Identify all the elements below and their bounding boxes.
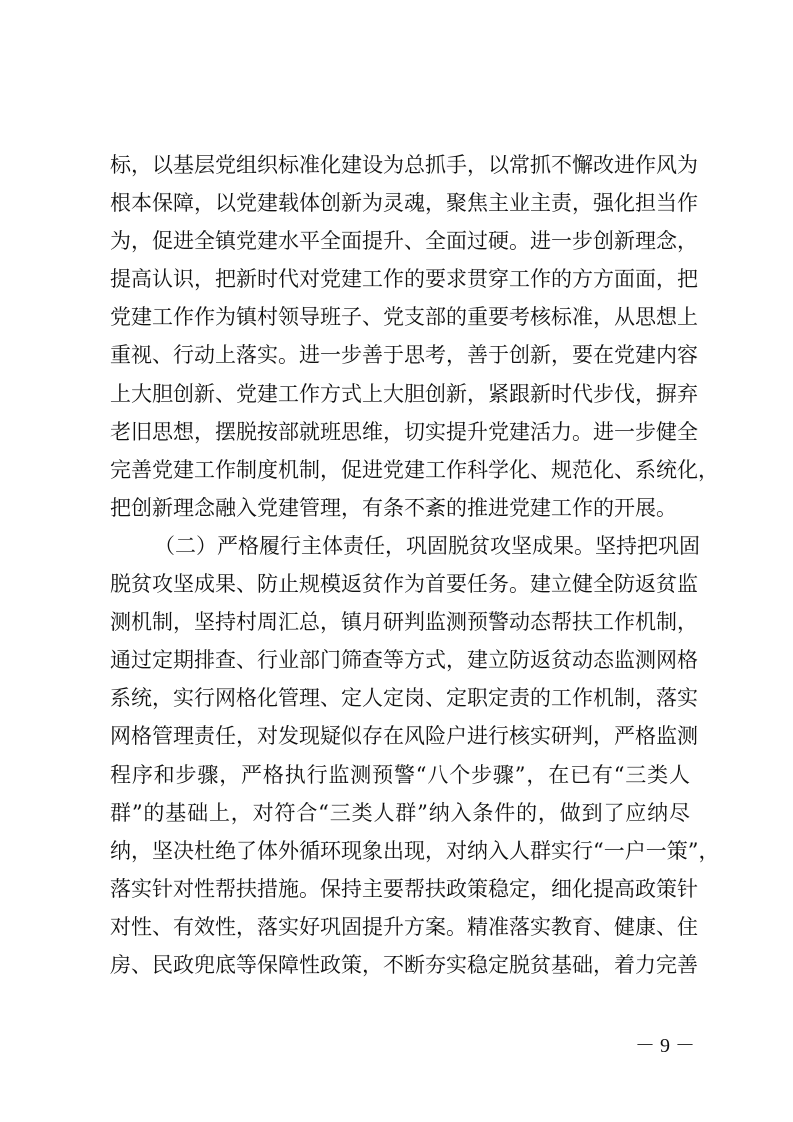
text-line: 脱贫攻坚成果、防止规模返贫作为首要任务。建立健全防返贫监	[110, 572, 698, 597]
text-line: 标，以基层党组织标准化建设为总抓手，以常抓不懈改进作风为	[110, 153, 698, 177]
page-number: － 9 －	[635, 1035, 695, 1057]
text-line: 网格管理责任，对发现疑似存在风险户进行核实研判，严格监测	[110, 724, 698, 749]
text-line: 根本保障，以党建载体创新为灵魂，聚焦主业主责，强化担当作	[110, 191, 698, 216]
body-text	[110, 146, 720, 984]
text-line: 上大胆创新、党建工作方式上大胆创新，紧跟新时代步伐，摒弃	[110, 381, 698, 406]
text-line: 提高认识，把新时代对党建工作的要求贯穿工作的方方面面，把	[110, 267, 698, 292]
text-line: 通过定期排查、行业部门筛查等方式，建立防返贫动态监测网格	[110, 648, 698, 673]
text-line: 落实针对性帮扶措施。保持主要帮扶政策稳定，细化提高政策针	[110, 876, 698, 901]
text-line: 完善党建工作制度机制，促进党建工作科学化、规范化、系统化，	[110, 457, 719, 482]
text-line: 为，促进全镇党建水平全面提升、全面过硬。进一步创新理念，	[110, 229, 698, 254]
text-line: 党建工作作为镇村领导班子、党支部的重要考核标准，从思想上	[110, 305, 698, 330]
section-heading-line: （二）严格履行主体责任，巩固脱贫攻坚成果。坚持把巩固	[154, 533, 700, 558]
text-line: 对性、有效性，落实好巩固提升方案。精准落实教育、健康、住	[110, 914, 698, 939]
text-line: 系统，实行网格化管理、定人定岗、定职定责的工作机制，落实	[110, 686, 698, 711]
text-line: 测机制，坚持村周汇总，镇月研判监测预警动态帮扶工作机制，	[110, 610, 698, 635]
text-line: 程序和步骤，严格执行监测预警“八个步骤”，在已有“三类人	[110, 762, 690, 787]
text-line: 群”的基础上，对符合“三类人群”纳入条件的，做到了应纳尽	[110, 800, 690, 825]
text-line: 纳，坚决杜绝了体外循环现象出现，对纳入人群实行“一户一策”，	[110, 838, 720, 863]
text-line: 重视、行动上落实。进一步善于思考，善于创新，要在党建内容	[110, 343, 698, 368]
text-line: 老旧思想，摆脱按部就班思维，切实提升党建活力。进一步健全	[110, 419, 698, 444]
text-line: 房、民政兜底等保障性政策，不断夯实稳定脱贫基础，着力完善	[110, 952, 698, 977]
text-line: 把创新理念融入党建管理，有条不紊的推进党建工作的开展。	[110, 495, 677, 520]
